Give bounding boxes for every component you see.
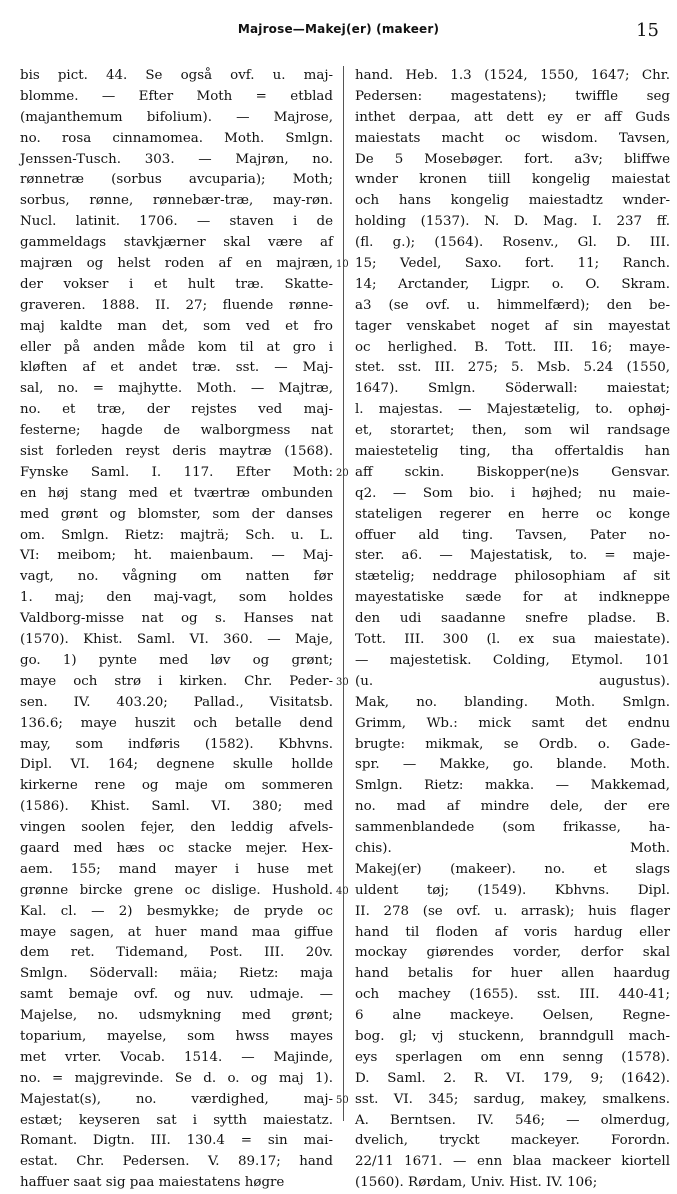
text-line: sammenblandede (som frikasse, ha-: [355, 820, 670, 836]
text-line: sst. VI. 345; sardug, makey, smalkens.: [355, 1091, 670, 1107]
text-line: stateligen regerer en herre oc konge: [355, 506, 670, 522]
text-line: Kal. cl. — 2) besmykke; de pryde oc: [20, 903, 333, 919]
text-line: offuer ald ting. Tavsen, Pater no-: [355, 527, 670, 543]
text-line: et, storartet; then, som wil randsage: [355, 423, 670, 439]
text-line: brugte: mikmak, se Ordb. o. Gade-: [355, 736, 670, 752]
text-line: Nucl. latinit. 1706. — staven i de: [20, 214, 333, 230]
text-line: vagt, no. vågning om natten før: [20, 569, 333, 585]
text-line: stætelig; neddrage philosophiam af sit: [355, 569, 670, 585]
text-line: (1570). Khist. Saml. VI. 360. — Maje,: [20, 632, 333, 648]
text-line: 6 alne mackeye. Oelsen, Regne-: [355, 1008, 670, 1024]
text-line: Fynske Saml. I. 117. Efter Moth:: [20, 464, 333, 480]
text-line: hand til floden af voris hardug eller: [355, 924, 670, 940]
text-line: haffuer saat sig paa maiestatens høgre: [20, 1175, 285, 1191]
text-line: 15; Vedel, Saxo. fort. 11; Ranch.: [355, 256, 670, 272]
text-line: no. et træ, der rejstes ved maj-: [20, 402, 333, 418]
text-line: no. mad af mindre dele, der ere: [355, 799, 670, 815]
text-line: II. 278 (se ovf. u. arrask); huis flager: [355, 903, 670, 919]
text-line: De 5 Mosebøger. fort. a3v; bliffwe: [355, 151, 670, 167]
text-line: 1. maj; den maj-vagt, som holdes: [20, 590, 333, 606]
text-line: Romant. Digtn. III. 130.4 = sin mai-: [20, 1133, 333, 1149]
text-line: grønne bircke grene oc dislige. Hushold.: [20, 882, 333, 898]
text-line: Majelse, no. udsmykning med grønt;: [20, 1008, 333, 1024]
text-line: 22/11 1671. — enn blaa mackeer kiortell: [355, 1154, 670, 1170]
text-line: met vrter. Vocab. 1514. — Majinde,: [20, 1049, 333, 1065]
text-line: hand betalis for huer allen haardug: [355, 966, 670, 982]
text-line: sorbus, rønne, rønnebær-træ, may-røn.: [20, 193, 333, 209]
text-line: maj kaldte man det, som ved et fro: [20, 318, 333, 334]
text-line: 136.6; maye huszit och betalle dend: [20, 715, 333, 731]
text-line: spr. — Makke, go. blande. Moth.: [355, 757, 670, 773]
text-line: no. rosa cinnamomea. Moth. Smlgn.: [20, 130, 333, 146]
text-line: A. Berntsen. IV. 546; — olmerdug,: [355, 1112, 670, 1128]
text-line: samt bemaje ovf. og nuv. udmaje. —: [20, 987, 333, 1003]
text-line: dem ret. Tidemand, Post. III. 20v.: [20, 945, 333, 961]
text-line: wnder kronen tiill kongelig maiestat: [355, 172, 670, 188]
page-number: 15: [636, 20, 659, 41]
text-line: och hans kongelig maiestadtz wnder-: [355, 193, 670, 209]
text-line: sen. IV. 403.20; Pallad., Visitatsb.: [20, 694, 333, 710]
text-line: uldent tøj; (1549). Kbhvns. Dipl.: [355, 882, 670, 898]
text-line: maye och strø i kirken. Chr. Peder-: [20, 673, 333, 689]
text-line: (1586). Khist. Saml. VI. 380; med: [20, 799, 333, 815]
line-number: 10: [336, 259, 349, 271]
text-line: l. majestas. — Majestætelig, to. ophøj-: [355, 402, 670, 418]
text-line: may, som indføris (1582). Kbhvns.: [20, 736, 333, 752]
text-line: gammeldags stavkjærner skal være af: [20, 235, 333, 251]
text-line: toparium, mayelse, som hwss mayes: [20, 1028, 333, 1044]
text-line: holding (1537). N. D. Mag. I. 237 ff.: [355, 214, 670, 230]
text-line: Dipl. VI. 164; degnene skulle hollde: [20, 757, 333, 773]
text-line: sal, no. = majhytte. Moth. — Majtræ,: [20, 381, 333, 397]
text-line: (majanthemum bifolium). — Majrose,: [20, 109, 333, 125]
text-line: vingen soolen fejer, den leddig afvels-: [20, 820, 333, 836]
text-line: 1647). Smlgn. Söderwall: maiestat;: [355, 381, 670, 397]
text-line: festerne; hagde de walborgmess nat: [20, 423, 333, 439]
line-number: 50: [336, 1095, 349, 1107]
text-line: stet. sst. III. 275; 5. Msb. 5.24 (1550,: [355, 360, 670, 376]
text-line: VI: meibom; ht. maienbaum. — Maj-: [20, 548, 333, 564]
text-line: D. Saml. 2. R. VI. 179, 9; (1642).: [355, 1070, 670, 1086]
text-line: hand. Heb. 1.3 (1524, 1550, 1647; Chr.: [355, 68, 670, 83]
text-line: estat. Chr. Pedersen. V. 89.17; hand: [20, 1154, 333, 1170]
text-line: no. = majgrevinde. Se d. o. og maj 1).: [20, 1070, 333, 1086]
text-line: med grønt og blomster, som der danses: [20, 506, 333, 522]
text-line: maiestats macht oc wisdom. Tavsen,: [355, 130, 670, 146]
text-line: gaard med hæs oc stacke mejer. Hex-: [20, 840, 333, 856]
text-line: (fl. g.); (1564). Rosenv., Gl. D. III.: [355, 235, 670, 251]
text-line: der vokser i et hult træ. Skatte-: [20, 276, 333, 292]
text-line: och machey (1655). sst. III. 440-41;: [355, 987, 670, 1003]
text-line: majræn og helst roden af en majræn,: [20, 256, 333, 272]
text-line: om. Smlgn. Rietz: majträ; Sch. u. L.: [20, 527, 333, 543]
text-line: maye sagen, at huer mand maa giffue: [20, 924, 333, 940]
text-line: aff sckin. Biskopper(ne)s Gensvar.: [355, 464, 670, 480]
text-line: kløften af et andet træ. sst. — Maj-: [20, 360, 333, 376]
text-line: Smlgn. Rietz: makka. — Makkemad,: [355, 778, 670, 794]
text-line: Tott. III. 300 (l. ex sua maiestate).: [355, 632, 670, 648]
text-line: inthet derpaa, att dett ey er aff Guds: [355, 109, 670, 125]
text-line: den udi saadanne snefre pladse. B.: [355, 611, 670, 627]
text-line: (1560). Rørdam, Univ. Hist. IV. 106;: [355, 1175, 598, 1191]
text-line: bog. gl; vj stuckenn, branndgull mach-: [355, 1028, 670, 1044]
text-line: q2. — Som bio. i højhed; nu maie-: [355, 485, 670, 501]
text-line: Majestat(s), no. værdighed, maj-: [20, 1091, 333, 1107]
text-line: tager venskabet noget af sin mayestat: [355, 318, 670, 334]
line-number: 40: [336, 886, 349, 898]
text-line: dvelich, tryckt mackeyer. Forordn.: [355, 1133, 670, 1149]
running-head: Majrose—Makej(er) (makeer): [237, 22, 440, 36]
text-line: en høj stang med et tværtræ ombunden: [20, 485, 333, 501]
text-line: estæt; keyseren sat i sytth maiestatz.: [20, 1112, 333, 1128]
text-line: 14; Arctander, Ligpr. o. O. Skram.: [355, 276, 670, 292]
text-line: mayestatiske sæde for at indkneppe: [355, 590, 670, 606]
text-line: sist forleden reyst deris maytræ (1568).: [20, 444, 333, 460]
text-line: Mak, no. blanding. Moth. Smlgn.: [355, 694, 670, 710]
text-line: Pedersen: magestatens); twiffle seg: [355, 88, 670, 104]
left-column: [20, 66, 333, 1191]
text-line: (u. augustus).: [355, 673, 670, 689]
column-divider: [343, 66, 344, 1121]
text-line: Makej(er) (makeer). no. et slags: [355, 861, 670, 877]
text-line: graveren. 1888. II. 27; fluende rønne-: [20, 297, 333, 313]
text-line: Grimm, Wb.: mick samt det endnu: [355, 715, 670, 731]
line-number: 30: [336, 677, 349, 689]
text-line: Jenssen-Tusch. 303. — Majrøn, no.: [20, 151, 333, 167]
text-line: chis). Moth.: [355, 840, 670, 856]
text-line: rønnetræ (sorbus avcuparia); Moth;: [20, 172, 333, 188]
text-line: oc herlighed. B. Tott. III. 16; maye-: [355, 339, 670, 355]
page-header: [0, 20, 677, 44]
text-line: blomme. — Efter Moth = etblad: [20, 88, 333, 104]
text-line: eller på anden måde kom til at gro i: [20, 339, 333, 355]
text-line: maiestetelig ting, tha offertaldis han: [355, 444, 670, 460]
right-column: [355, 66, 670, 1191]
text-line: go. 1) pynte med løv og grønt;: [20, 652, 333, 668]
text-line: bis pict. 44. Se også ovf. u. maj-: [20, 68, 333, 83]
text-line: Smlgn. Södervall: mäia; Rietz: maja: [20, 966, 333, 982]
text-line: mockay giørendes vorder, derfor skal: [355, 945, 670, 961]
text-line: Valdborg-misse nat og s. Hanses nat: [20, 611, 333, 627]
text-line: — majestetisk. Colding, Etymol. 101: [355, 652, 670, 668]
text-line: kirkerne rene og maje om sommeren: [20, 778, 333, 794]
text-line: a3 (se ovf. u. himmelfærd); den be-: [355, 297, 670, 313]
text-line: ster. a6. — Majestatisk, to. = maje-: [355, 548, 670, 564]
line-number: 20: [336, 468, 349, 480]
text-line: eys sperlagen om enn senng (1578).: [355, 1049, 670, 1065]
text-line: aem. 155; mand mayer i huse met: [20, 861, 333, 877]
